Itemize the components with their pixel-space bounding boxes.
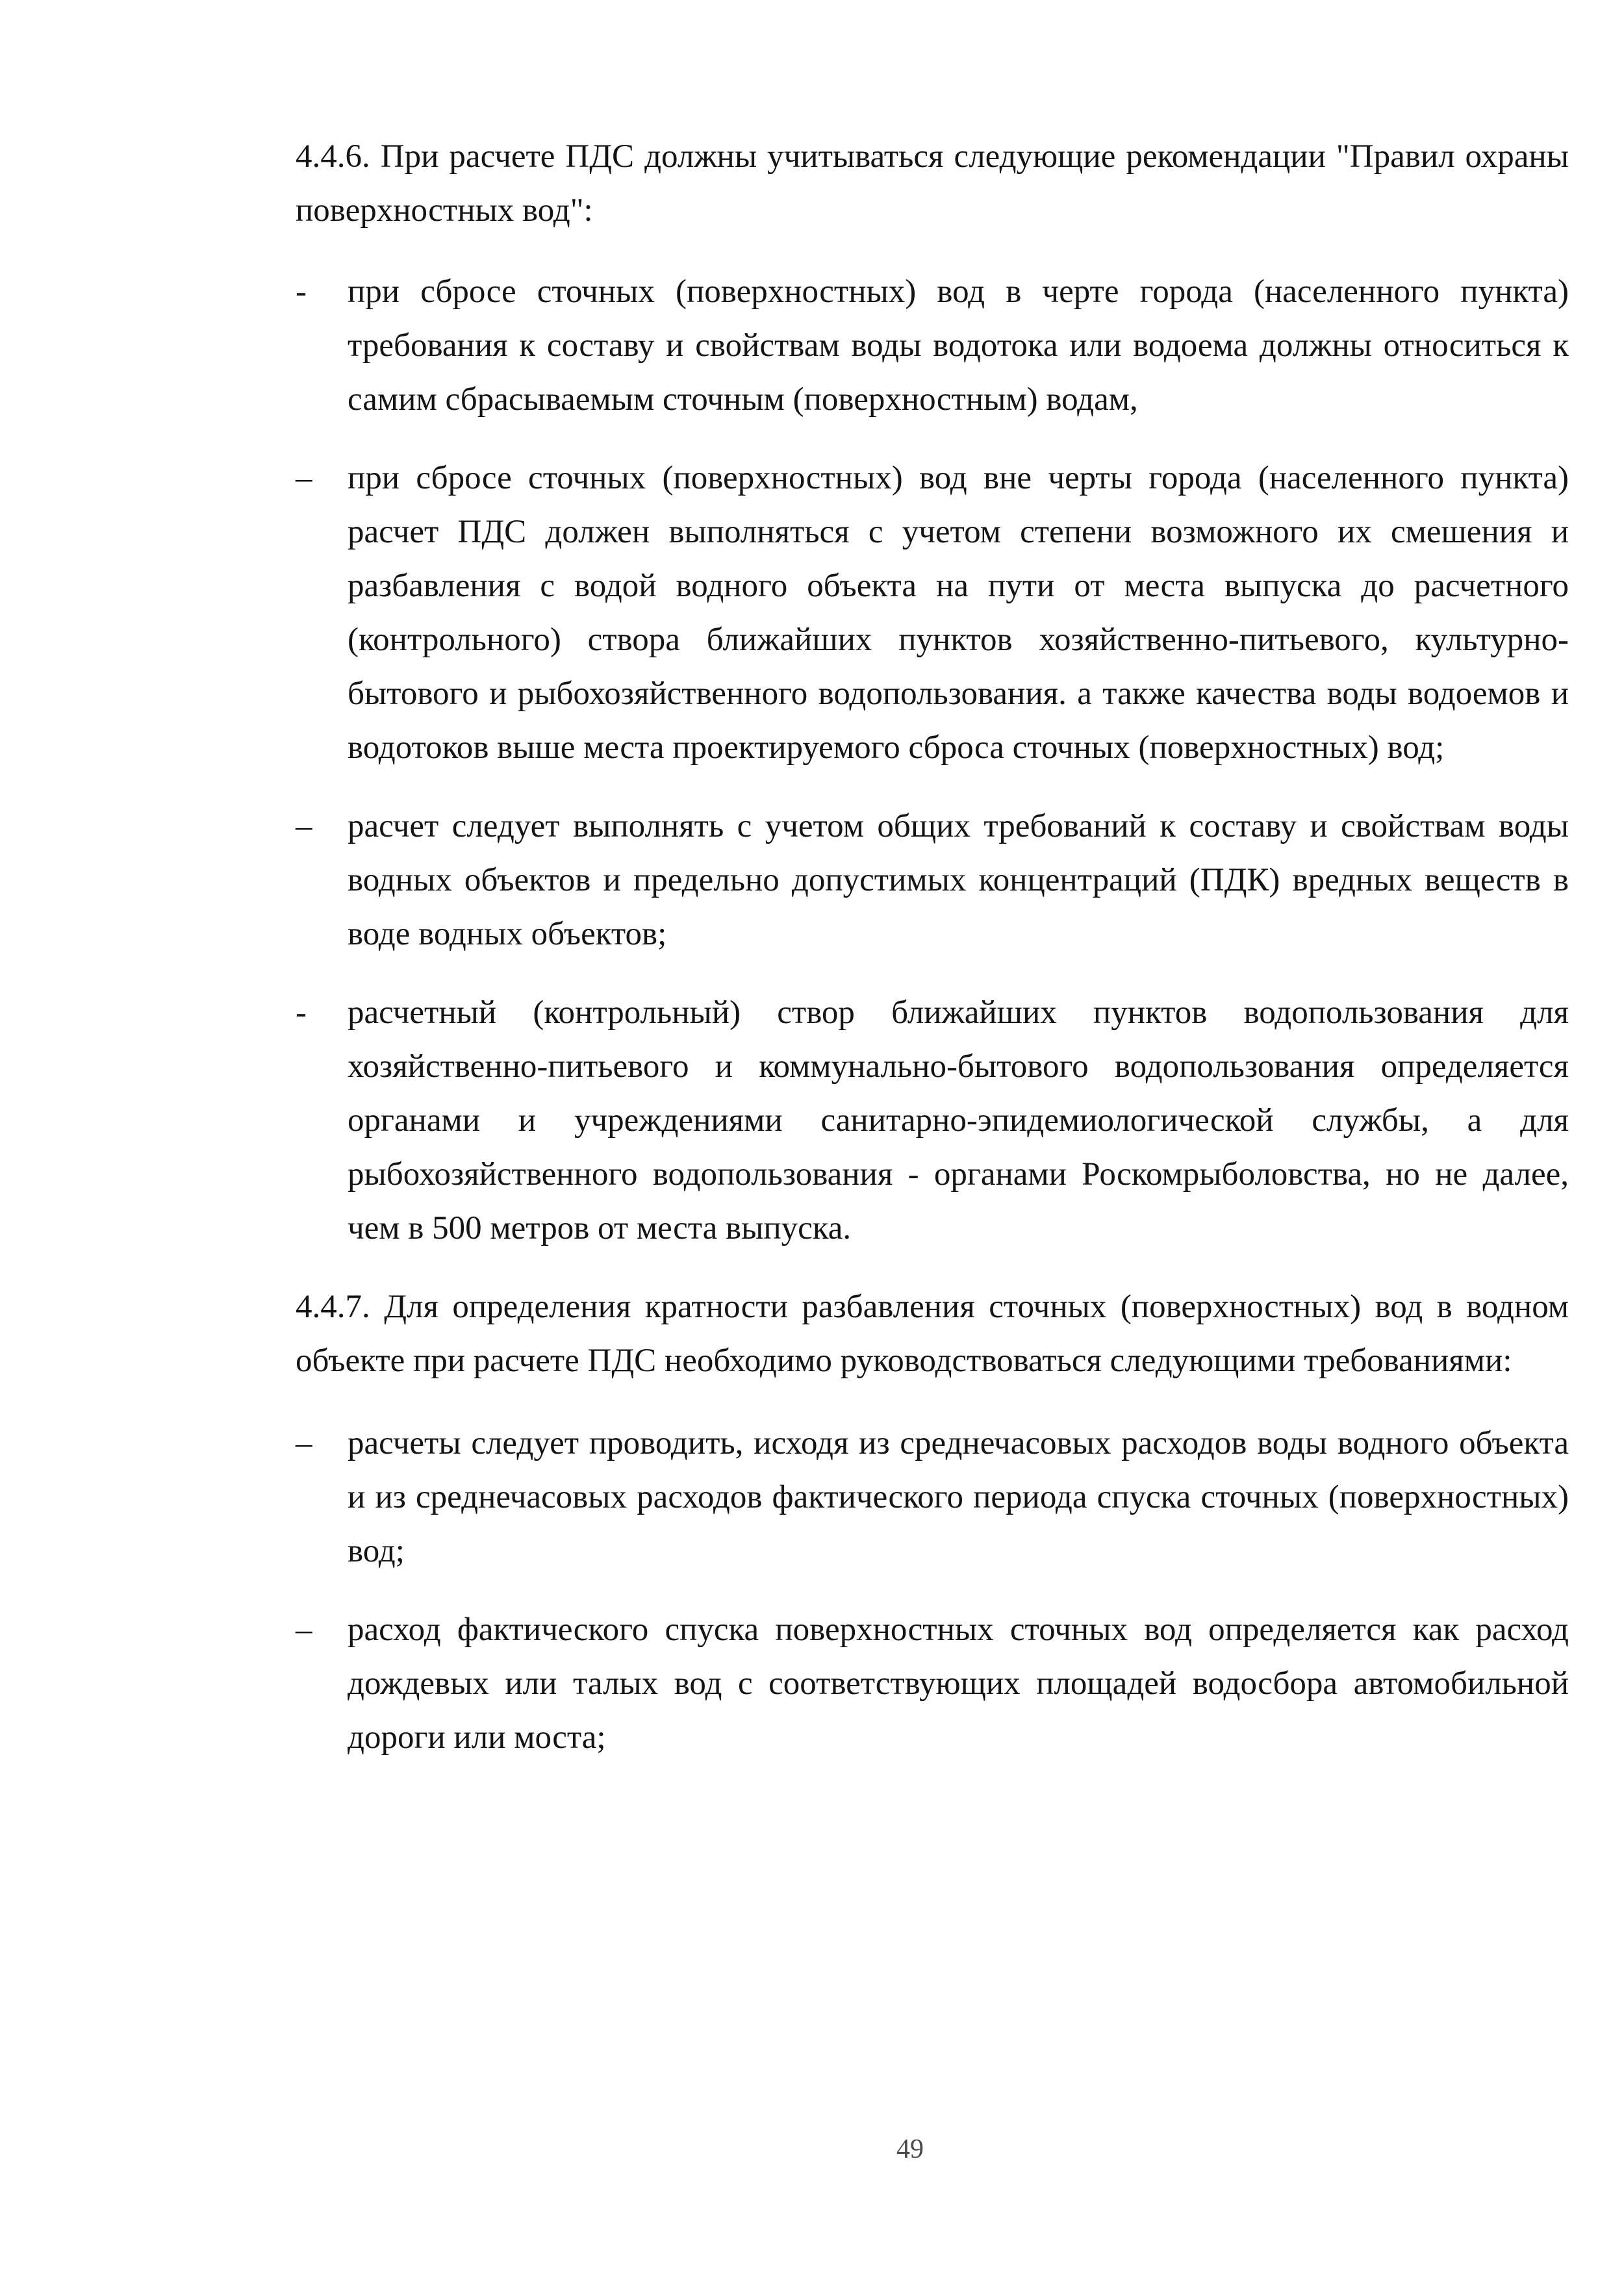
- document-body: [296, 130, 1569, 1789]
- dash-marker: –: [296, 1425, 312, 1461]
- list-item: [296, 1417, 1569, 1578]
- list-item-text: расчеты следует проводить, исходя из среднечасовых расходов воды водного объекта и из среднечасовых расходов фактического периода спуска сточных (поверхностных) вод;: [348, 1425, 1569, 1569]
- list-item: [296, 451, 1569, 775]
- list-item: [296, 1603, 1569, 1765]
- list-item-text: расчетный (контрольный) створ ближайших пунктов водопользования для хозяйственно-питьевого и коммунально-бытового водопользования определяется органами и учреждениями санитарно-эпидемиологической службы, а для рыбохозяйственного водопользования - органами Роскомрыболовства, но не далее, чем в 500 метров от места выпуска.: [348, 994, 1569, 1246]
- paragraph-4-4-6: 4.4.6. При расчете ПДС должны учитываться следующие рекомендации "Правил охраны поверхностных вод":: [296, 138, 1569, 229]
- list-item: [296, 265, 1569, 427]
- dash-marker: –: [296, 460, 312, 496]
- list-4-4-7: [296, 1417, 1569, 1765]
- page-number: 49: [896, 2134, 924, 2164]
- list-item: [296, 986, 1569, 1256]
- list-item-text: расчет следует выполнять с учетом общих требований к составу и свойствам воды водных объектов и предельно допустимых концентраций (ПДК) вредных веществ в воде водных объектов;: [348, 808, 1569, 952]
- list-item-text: расход фактического спуска поверхностных сточных вод определяется как расход дождевых или талых вод с соответствующих площадей водосбора автомобильной дороги или моста;: [348, 1611, 1569, 1756]
- paragraph-4-4-7: 4.4.7. Для определения кратности разбавления сточных (поверхностных) вод в водном объекте при расчете ПДС необходимо руководствоваться следующими требованиями:: [296, 1289, 1569, 1379]
- list-item-text: при сбросе сточных (поверхностных) вод вне черты города (населенного пункта) расчет ПДС должен выполняться с учетом степени возможного их смешения и разбавления с водой водного объекта на пути от места выпуска до расчетного (контрольного) створа ближайших пунктов хозяйственно-питьевого, культурно-бытового и рыбохозяйственного водопользования. а также качества воды водоемов и водотоков выше места проектируемого сброса сточных (поверхностных) вод;: [348, 460, 1569, 766]
- dash-marker: –: [296, 808, 312, 844]
- list-item: [296, 800, 1569, 961]
- list-4-4-6: [296, 265, 1569, 1256]
- dash-marker: -: [296, 994, 307, 1031]
- dash-marker: –: [296, 1611, 312, 1648]
- list-item-text: при сбросе сточных (поверхностных) вод в черте города (населенного пункта) требования к составу и свойствам воды водотока или водоема должны относиться к самим сбрасываемым сточным (поверхностным) водам,: [348, 273, 1569, 418]
- dash-marker: -: [296, 273, 307, 310]
